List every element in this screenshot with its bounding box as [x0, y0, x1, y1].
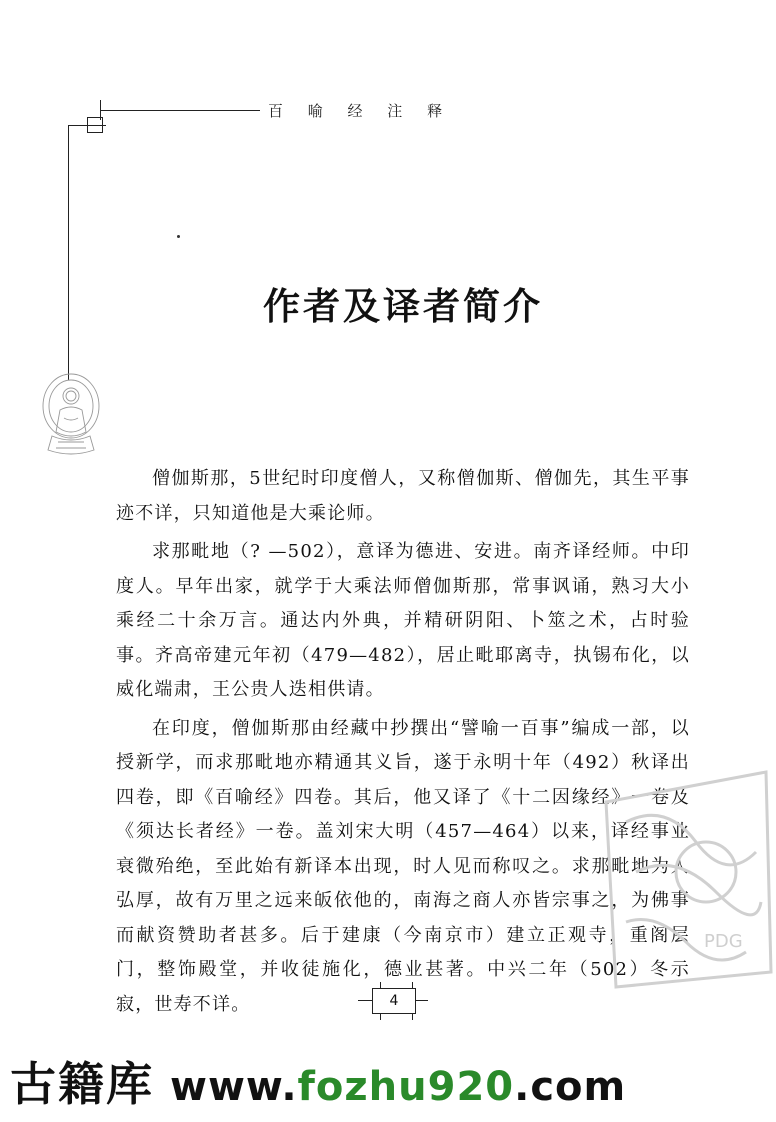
running-header: 百 喻 经 注 释 [268, 102, 453, 120]
buddha-figure-icon [38, 370, 104, 462]
watermark-stamp [596, 762, 774, 992]
url-suffix: .com [514, 1064, 627, 1110]
corner-ornament [87, 117, 103, 133]
paragraph-2: 求那毗地（? —502），意译为德进、安进。南齐译经师。中印度人。早年出家，就学于大乘法师僧伽斯那，常事讽诵，熟习大小乘经二十余万言。通达内外典，并精研阴阳、卜筮之术，占时验事。齐高帝建元年初（479—482），居止毗耶离寺，执锡布化，以威化端肃，王公贵人迭相供请。 [116, 541, 690, 700]
brand-name: 古籍库 [10, 1057, 154, 1111]
footer-brand [10, 1054, 776, 1114]
url-highlight: fozhu920 [297, 1064, 515, 1110]
url-prefix: www. [170, 1064, 298, 1110]
page-number: 4 [372, 988, 416, 1014]
chapter-title: 作者及译者简介 [263, 285, 543, 328]
paragraph-3: 在印度，僧伽斯那由经藏中抄撰出“譬喻一百事”编成一部，以授新学，而求那毗地亦精通其义旨，遂于永明十年（492）秋译出四卷，即《百喻经》四卷。其后，他又译了《十二因缘经》一卷及《须达长者经》一卷。盖刘宋大明（457—464）以来，译经事业衰微殆绝，至此始有新译本出现，时人见而称叹之。求那毗地为人弘厚，故有万里之远来皈依他的，南海之商人亦皆宗事之，为佛事而献资赞助者甚多。后于建康（今南京市）建立正观寺，重阁层门，整饰殿堂，并收徒施化，德业甚著。中兴二年（502）冬示寂，世寿不详。 [116, 717, 690, 1015]
brand-url[interactable] [170, 1064, 626, 1110]
speck [177, 235, 180, 238]
margin-rule-vertical [68, 125, 69, 380]
page-number-frame [358, 982, 428, 1022]
paragraph-1: 僧伽斯那，5世纪时印度僧人，又称僧伽斯、僧伽先，其生平事迹不详，只知道他是大乘论师。 [116, 468, 690, 524]
header-rule-left [100, 110, 260, 111]
watermark-text: PDG [704, 931, 743, 952]
